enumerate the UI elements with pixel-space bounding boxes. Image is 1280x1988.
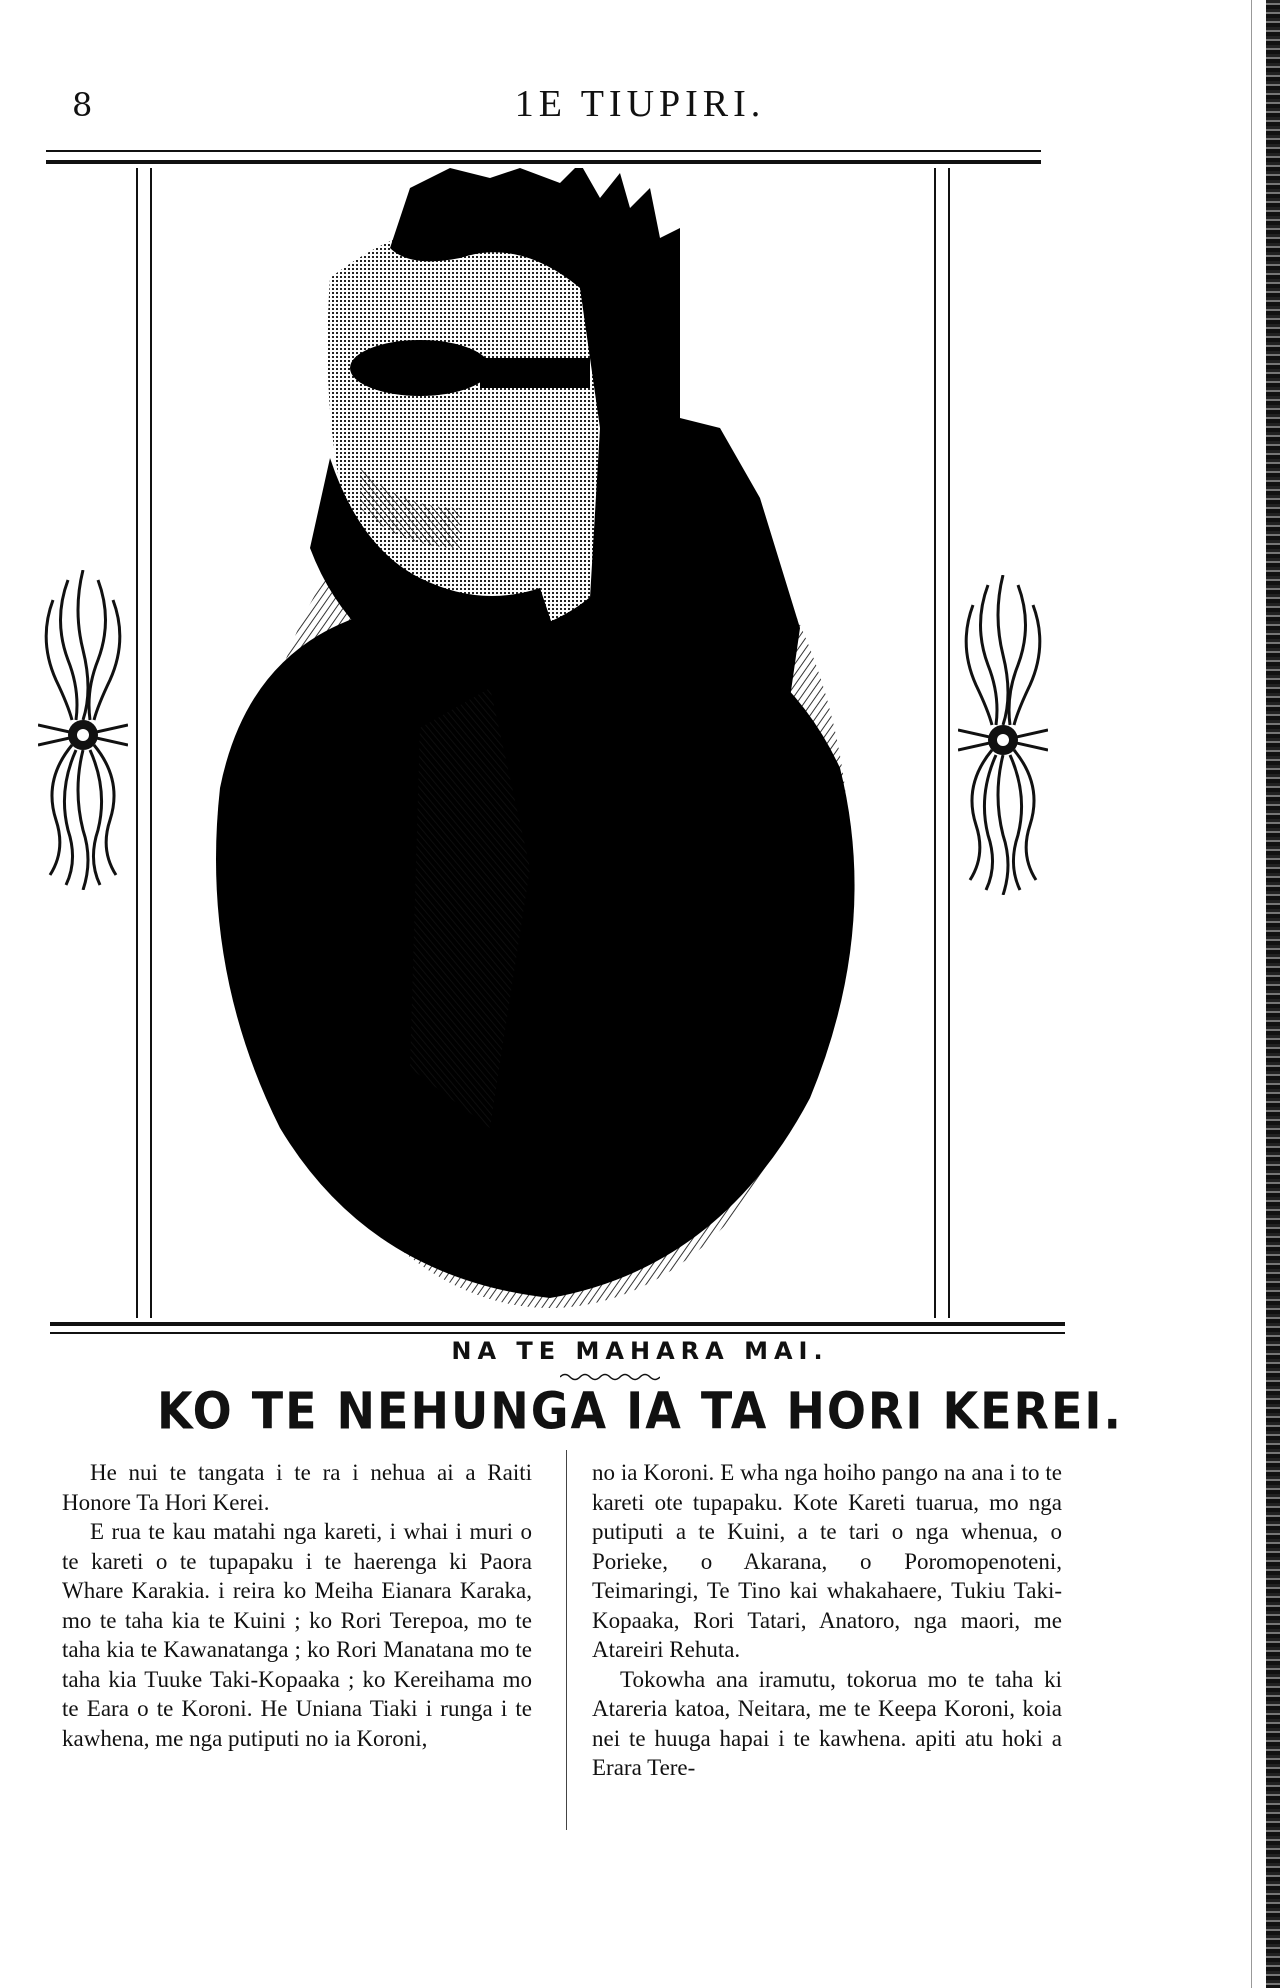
top-rule-thin [46,150,1041,152]
bottom-rule-thick [50,1322,1065,1326]
paragraph: E rua te kau matahi nga kareti, i whai i muri o te kareti o te tupapaku i te haerenga ki Paora Whare Karakia. i reira ko Meiha Eianara Karaka, mo te taha kia te Kuini ; ko Rori Terepoa, mo te taha kia te Kawanatanga ; ko Rori Manatana mo te taha kia Tuuke Taki-Kopaaka ; ko Kereihama mo te Eara o te Koroni. He Uniana Tiaki i runga i te kawhena, me nga putiputi no ia Koroni, [62,1519,532,1751]
spider-ornament-left-icon [38,570,128,890]
bottom-rule-thin [50,1332,1065,1334]
paragraph: He nui te tangata i te ra i nehua ai a Raiti Honore Ta Hori Kerei. [62,1460,532,1515]
column-divider [566,1450,567,1830]
article-column-left [62,1458,532,1753]
portrait-engraving [160,168,930,1320]
running-title: 1E TIUPIRI. [514,83,766,125]
spider-ornament-right-icon [958,575,1048,895]
portrait-glasses [350,340,490,396]
frame-left-inner [150,168,152,1318]
frame-right-inner [934,168,936,1318]
top-rule-thick [46,160,1041,164]
paragraph: Tokowha ana iramutu, tokorua mo te taha ki Atareria katoa, Neitara, me te Keepa Koroni, koia nei te huuga hapai i te kawhena. apiti atu hoki a Erara Tere- [592,1666,1062,1780]
frame-left-outer [136,168,138,1318]
page-number: 8 [72,86,94,124]
frame-right-outer [948,168,950,1318]
illustration-caption: NA TE MAHARA MAI. [451,1337,829,1365]
page-edge-strip [1266,0,1280,1988]
paragraph: no ia Koroni. E wha nga hoiho pango na ana i to te kareti ote tupapaku. Kote Kareti tuarua, mo nga putiputi a te Kuini, a te tari o nga whenua, o Porieke, o Akarana, o Poromopenoteni, Teimaringi, Te Tino kai whakahaere, Tukiu Taki-Kopaaka, Rori Tatari, Anatoro, nga maori, me Atareiri Rehuta. [592,1460,1062,1662]
article-column-right [592,1458,1062,1783]
page-edge-line [1251,0,1252,1988]
article-headline: KO TE NEHUNGA IA TA HORI KEREI. [157,1381,1123,1441]
